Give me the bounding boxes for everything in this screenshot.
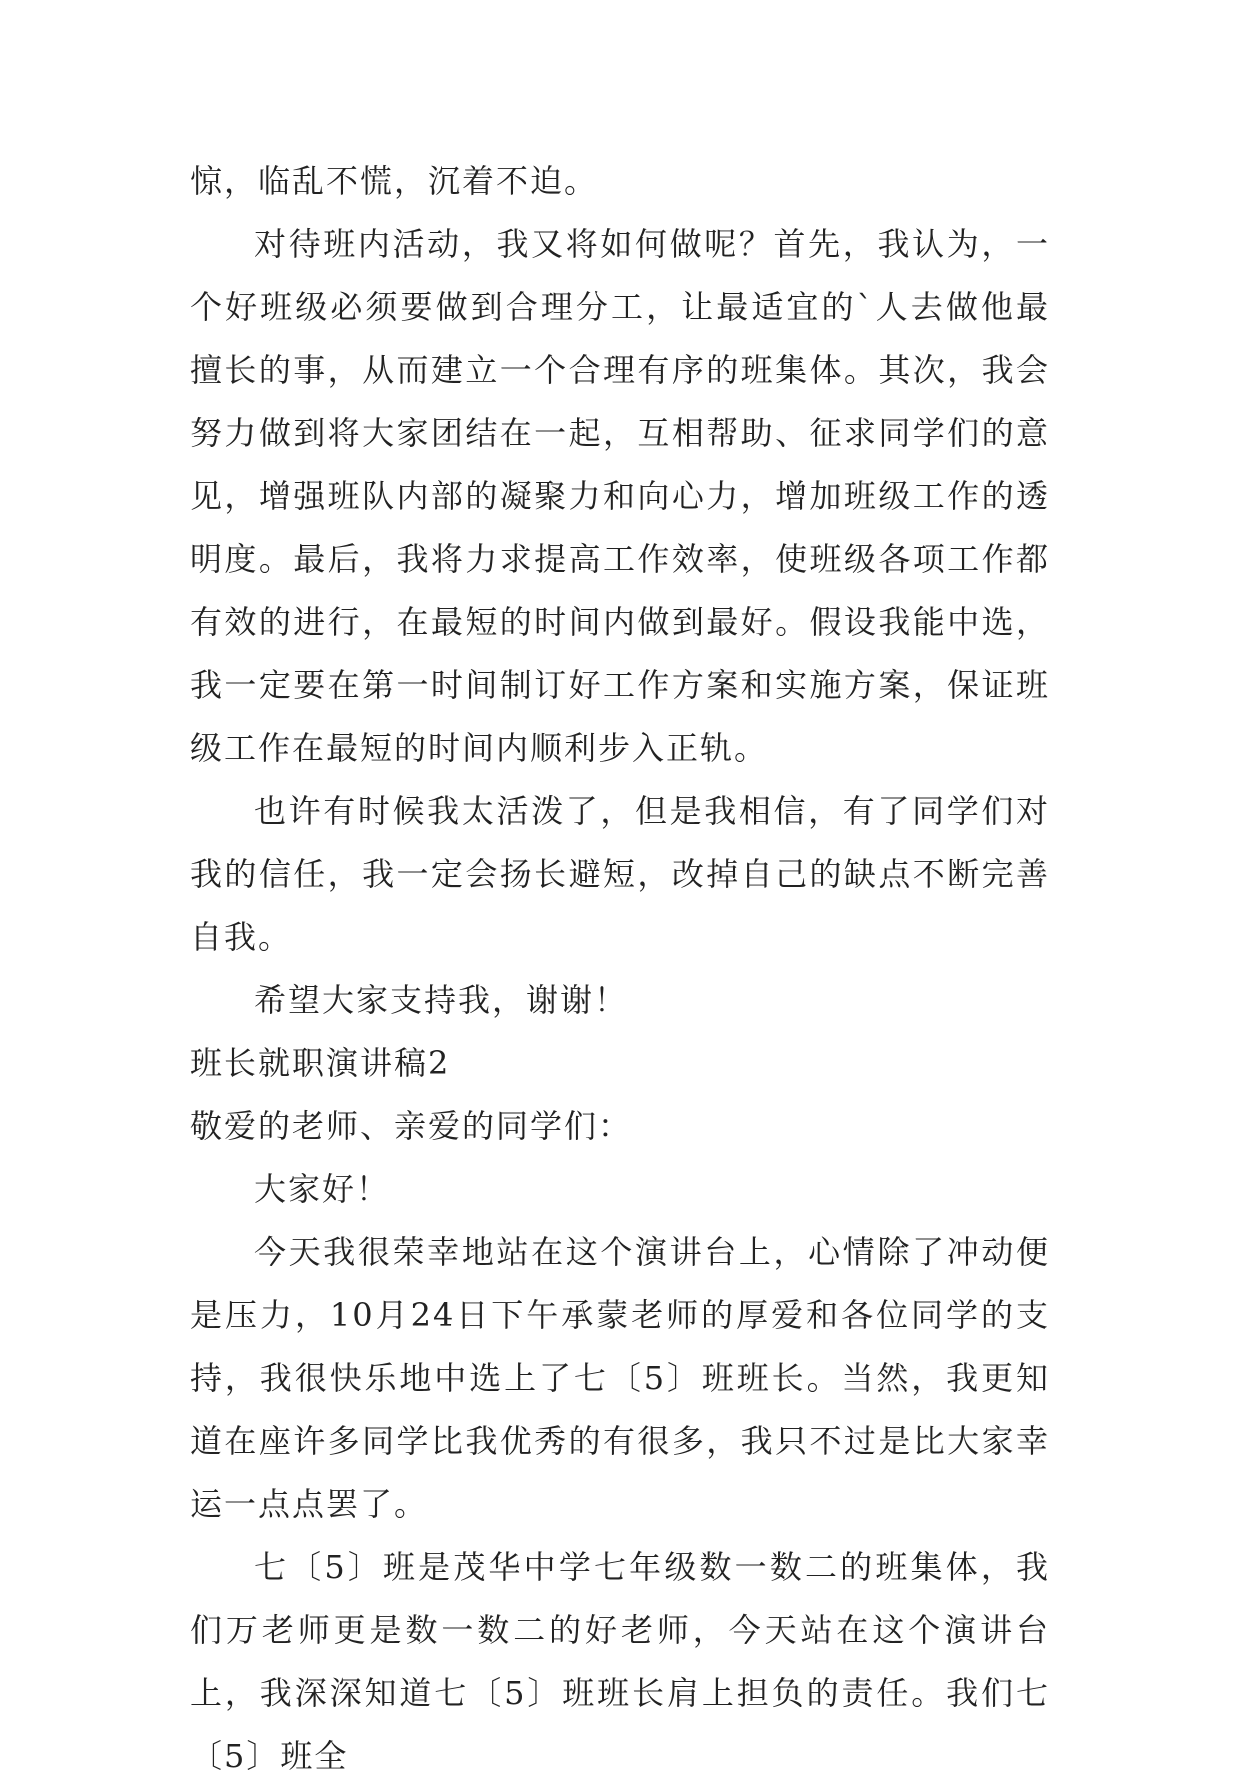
paragraph-class-activities: 对待班内活动，我又将如何做呢？首先，我认为，一个好班级必须要做到合理分工，让最适宜的`人去做他最擅长的事，从而建立一个合理有序的班集体。其次，我会努力做到将大家团结在一起，互相帮助、征求同学们的意见，增强班队内部的凝聚力和向心力，增加班级工作的透明度。最后，我将力求提高工作效率，使班级各项工作都有效的进行，在最短的时间内做到最好。假设我能中选，我一定要在第一时间制订好工作方案和实施方案，保证班级工作在最短的时间内顺利步入正轨。 — [190, 225, 1050, 767]
document-body — [190, 150, 1050, 1788]
paragraph-class-description: 七〔5〕班是茂华中学七年级数一数二的班集体，我们万老师更是数一数二的好老师，今天站在这个演讲台上，我深深知道七〔5〕班班长肩上担负的责任。我们七〔5〕班全 — [190, 1548, 1050, 1775]
paragraph-closing-thanks: 希望大家支持我，谢谢！ — [254, 981, 629, 1019]
paragraph-continuation: 惊，临乱不慌，沉着不迫。 — [190, 162, 599, 200]
greeting: 大家好！ — [254, 1170, 391, 1208]
paragraph-introduction: 今天我很荣幸地站在这个演讲台上，心情除了冲动便是压力，10月24日下午承蒙老师的厚爱和各位同学的支持，我很快乐地中选上了七〔5〕班班长。当然，我更知道在座许多同学比我优秀的有很多，我只不过是比大家幸运一点点罢了。 — [190, 1233, 1050, 1523]
paragraph-self-improvement: 也许有时候我太活泼了，但是我相信，有了同学们对我的信任，我一定会扬长避短，改掉自己的缺点不断完善自我。 — [190, 792, 1050, 956]
section-heading: 班长就职演讲稿2 — [190, 1044, 451, 1082]
salutation: 敬爱的老师、亲爱的同学们： — [190, 1107, 633, 1145]
